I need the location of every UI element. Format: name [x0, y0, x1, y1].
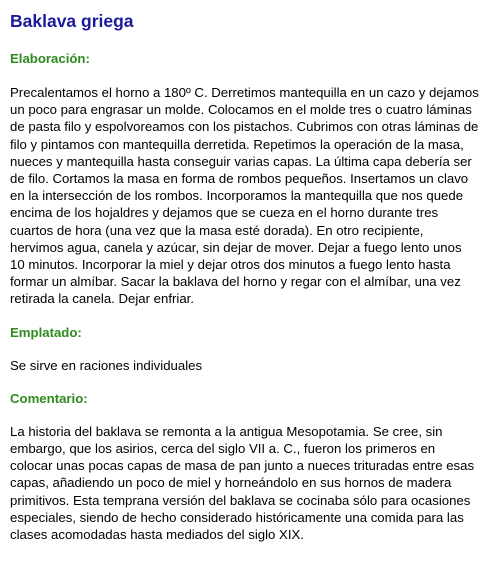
- section-text-emplatado: Se sirve en raciones individuales: [10, 357, 203, 373]
- section-text-comentario: La historia del baklava se remonta a la antigua Mesopotamia. Se cree, sin embargo, que los asirios, cerca del siglo VII a. C., fueron los primeros en colocar unas pocas capas de masa de pan junto a nueces trituradas entre esas capas, añadiendo un poco de miel y horneándolo en sus hornos de madera primitivos. Esta temprana versión del baklava se cocinaba sólo para ocasiones especiales, siendo de hecho considerado históricamente una comida para las clases acomodadas hasta mediados del siglo XIX.: [10, 423, 475, 543]
- section-heading-comentario: Comentario:: [10, 390, 88, 406]
- section-heading-elaboracion: Elaboración:: [10, 51, 90, 66]
- section-heading-emplatado: Emplatado:: [10, 324, 82, 340]
- section-text-elaboracion: Precalentamos el horno a 180º C. Derretimos mantequilla en un cazo y dejamos un poco para engrasar un molde. Colocamos en el molde tres o cuatro láminas de pasta filo y espolvoreamos con los pistachos. Cubrimos con otras láminas de filo y pintamos con mantequilla derretida. Repetimos la operación de la masa, nueces y mantequilla hasta conseguir varias capas. La última capa debería ser de filo. Cortamos la masa en forma de rombos pequeños. Insertamos un clavo en la intersección de los rombos. Incorporamos la mantequilla que nos quede encima de los hojaldres y dejamos que se cueza en el horno durante tres cuartos de hora (una vez que la masa esté dorada). En otro recipiente, hervimos agua, canela y azúcar, sin dejar de mover. Dejar a fuego lento unos 10 minutos. Incorporar la miel y dejar otros dos minutos a fuego lento hasta formar un almíbar. Sacar la baklava del horno y regar con el almíbar, una vez retirada la canela. Dejar enfriar.: [10, 85, 479, 307]
- page-title: Baklava griega: [10, 11, 134, 31]
